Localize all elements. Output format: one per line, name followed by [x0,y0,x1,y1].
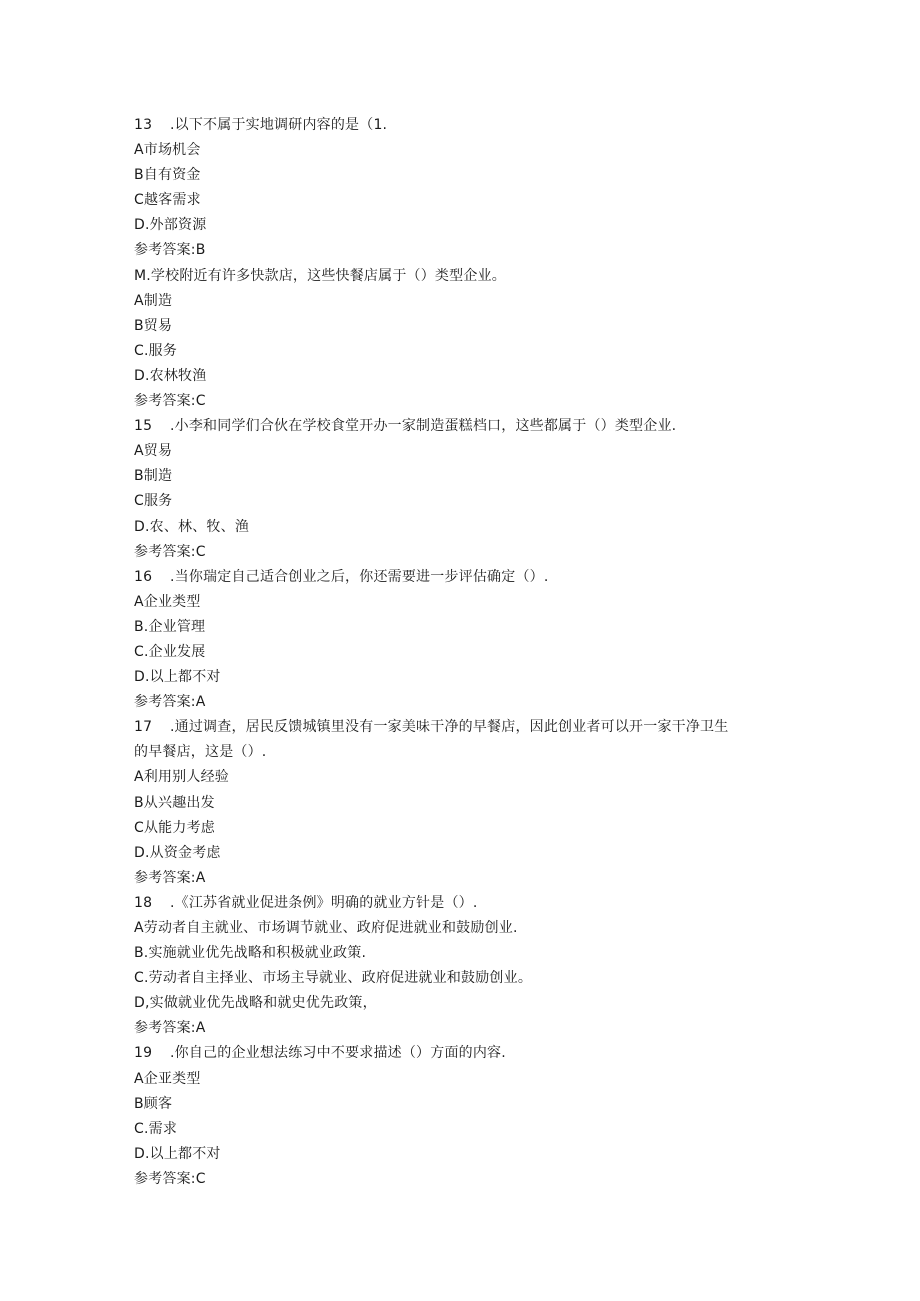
option-c: C服务 [134,493,173,510]
question-text: .你自己的企业想法练习中不要求描述（）方面的内容. [170,1045,506,1062]
option-d: D.农林牧渔 [134,367,207,384]
option-d: D.以上都不对 [134,1145,221,1162]
question-16-stem [134,565,794,590]
option-d: D.农、林、牧、渔 [134,518,250,535]
option-a: A利用别人经验 [134,769,229,786]
option-c: C.企业发展 [134,643,206,660]
question-text: .小李和同学们合伙在学校食堂开办一家制造蛋糕档口，这些都属于（）类型企业. [170,418,677,435]
question-number: 13 [134,117,153,133]
question-number: 16 [134,568,153,585]
option-c: C.需求 [134,1120,178,1137]
question-14-stem: M.学校附近有许多快款店，这些快餐店属于（）类型企业。 [134,267,506,284]
question-text: .通过调查，居民反馈城镇里没有一家美味干净的早餐店，因此创业者可以开一家干净卫生 [170,719,729,736]
option-d: D.以上都不对 [134,669,221,686]
option-a: A企业类型 [134,593,201,610]
option-b: B自有资金 [134,167,201,184]
option-d: D,实做就业优先战略和就史优先政策， [134,995,377,1012]
question-17-stem-continued: 的早餐店，这是（）. [134,744,267,761]
option-c: C越客需求 [134,192,201,209]
option-a: A制造 [134,292,173,309]
option-c: C.服务 [134,342,178,359]
option-a: A市场机会 [134,142,201,159]
answer-line: 参考答案:A [134,1020,206,1037]
question-text: .《江苏省就业促进条例》明确的就业方针是（）. [170,894,478,911]
option-a: A企亚类型 [134,1070,201,1087]
answer-line: 参考答案:C [134,1170,206,1187]
question-number: 15 [134,418,153,435]
question-number: 17 [134,719,153,736]
option-c: C从能力考虑 [134,819,215,836]
question-13-stem [134,113,794,138]
option-b: B顾客 [134,1095,173,1112]
option-b: B.实施就业优先战略和积极就业政策. [134,945,367,962]
question-17-stem [134,715,794,740]
answer-line: 参考答案:B [134,242,206,259]
question-number: 18 [134,894,153,911]
option-d: D.从资金考虑 [134,844,221,861]
question-15-stem [134,414,794,439]
question-18-stem [134,891,794,916]
answer-line: 参考答案:A [134,869,206,886]
option-a: A贸易 [134,443,173,460]
document-page [134,113,794,1192]
question-text: .当你瑞定自己适合创业之后，你还需要进一步评估确定（）. [170,568,549,585]
option-a: A劳动者自主就业、市场调节就业、政府促进就业和鼓励创业. [134,920,518,936]
option-d: D.外部资源 [134,217,207,234]
option-b: B.企业管理 [134,618,206,635]
answer-line: 参考答案:A [134,694,206,711]
option-b: B从兴趣出发 [134,794,215,811]
option-b: B制造 [134,468,173,485]
answer-line: 参考答案:C [134,393,206,410]
question-number: 19 [134,1045,153,1062]
question-19-stem [134,1041,794,1066]
option-c: C.劳动者自主择业、市场主导就业、政府促进就业和鼓励创业。 [134,970,533,987]
option-b: B贸易 [134,317,173,334]
question-text: .以下不属于实地调研内容的是（1. [170,117,388,133]
answer-line: 参考答案:C [134,543,206,560]
